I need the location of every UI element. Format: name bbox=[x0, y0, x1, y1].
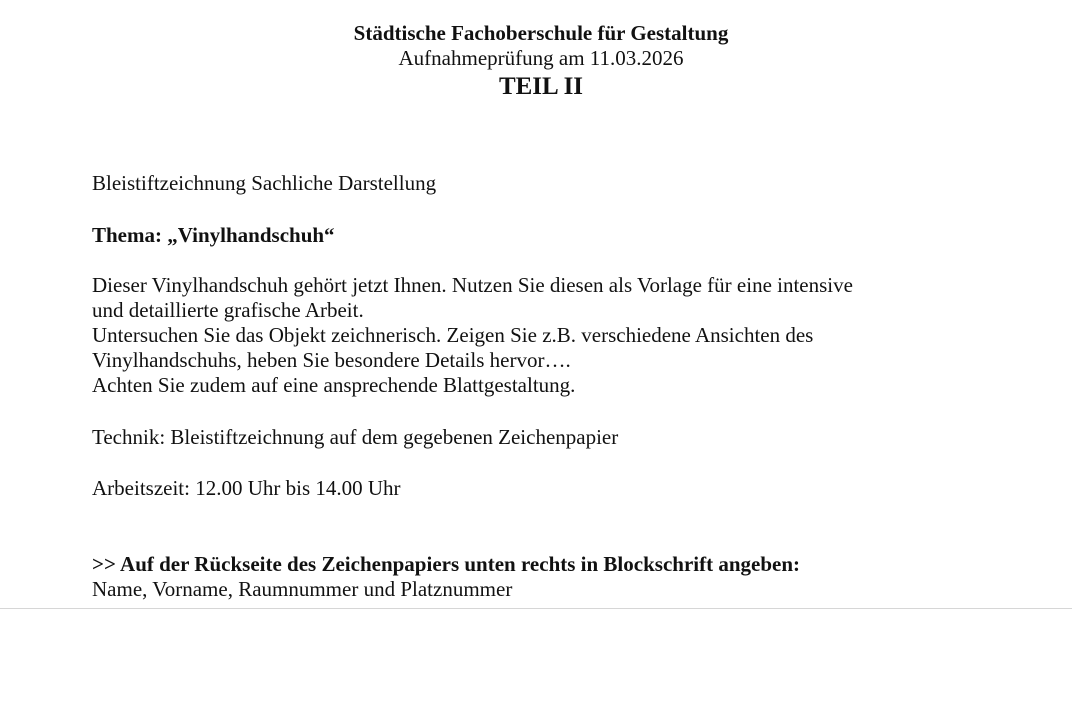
school-name: Städtische Fachoberschule für Gestaltung bbox=[353, 21, 729, 45]
worktime-line: Arbeitszeit: 12.00 Uhr bis 14.00 Uhr bbox=[92, 476, 401, 500]
technique-line: Technik: Bleistiftzeichnung auf dem gegebenen Zeichenpapier bbox=[92, 425, 619, 449]
instruction-heading: >> Auf der Rückseite des Zeichenpapiers unten rechts in Blockschrift angeben: bbox=[92, 552, 801, 576]
task-line: Vinylhandschuhs, heben Sie besondere Details hervor…. bbox=[92, 348, 571, 372]
task-line: Untersuchen Sie das Objekt zeichnerisch. Zeigen Sie z.B. verschiedene Ansichten des bbox=[92, 323, 814, 347]
instruction-detail: Name, Vorname, Raumnummer und Platznummer bbox=[92, 577, 513, 601]
part-title: TEIL II bbox=[498, 73, 584, 100]
page-bottom-edge bbox=[0, 608, 1072, 609]
task-line: Dieser Vinylhandschuh gehört jetzt Ihnen. Nutzen Sie diesen als Vorlage für eine intensive bbox=[92, 273, 853, 297]
subject-line: Bleistiftzeichnung Sachliche Darstellung bbox=[92, 171, 437, 195]
theme-line: Thema: „Vinylhandschuh“ bbox=[92, 223, 335, 247]
task-line: Achten Sie zudem auf eine ansprechende Blattgestaltung. bbox=[92, 373, 576, 397]
task-paragraph bbox=[92, 273, 992, 398]
instruction-block bbox=[92, 552, 992, 602]
task-line: und detaillierte grafische Arbeit. bbox=[92, 298, 364, 322]
exam-date: Aufnahmeprüfung am 11.03.2026 bbox=[398, 46, 684, 70]
